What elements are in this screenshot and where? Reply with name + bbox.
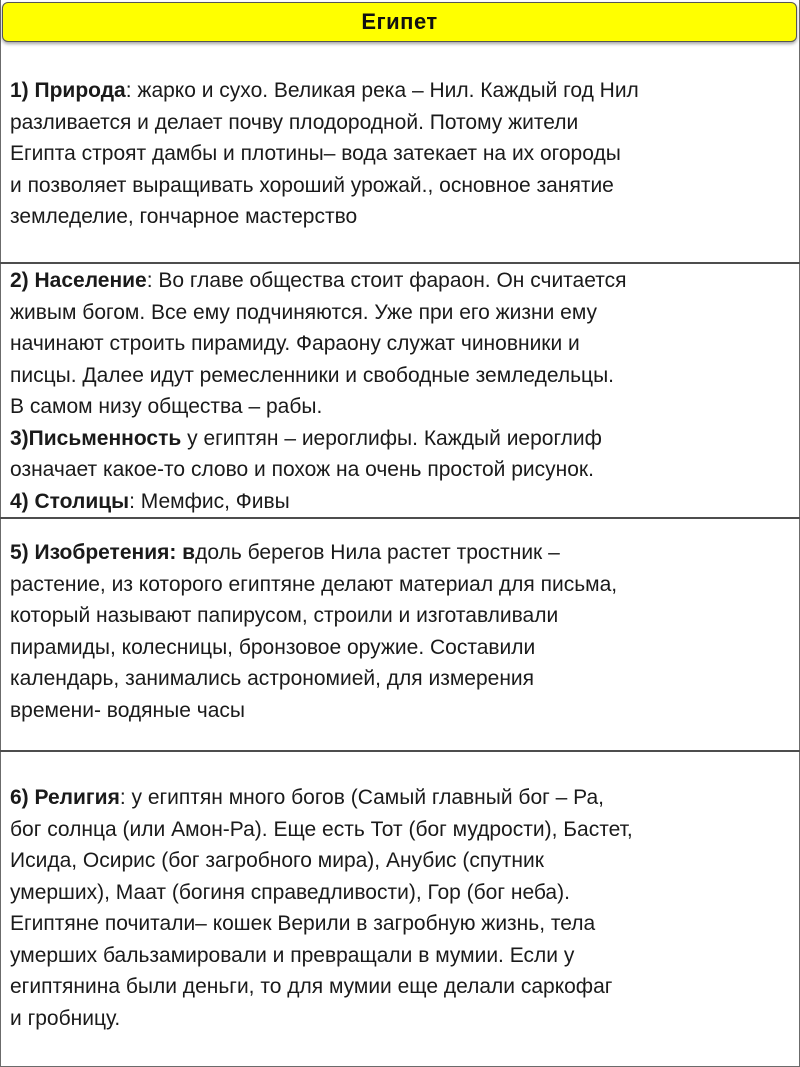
divider-1 xyxy=(0,262,800,264)
section-capitals-text: : Мемфис, Фивы xyxy=(129,489,290,513)
section-religion-text: : у египтян много богов (Самый главный бог – Ра, бог солнца (или Амон-Ра). Еще есть Тот (бог мудрости), Бастет, Исида, Осирис (бог загробного мира), Анубис (спутник умерших), Маат (богиня справедливости), Гор (бог неба). Египтяне почитали– кошек Верили в загробную жизнь, тела умерших бальзамировали и превращали в мумии. Если у египтянина были деньги, то для мумии еще делали саркофаг и гробницу. xyxy=(10,786,633,1030)
section-nature-label: 1) Природа xyxy=(10,79,126,102)
section-group-society xyxy=(0,265,800,517)
section-population xyxy=(10,265,792,423)
section-nature xyxy=(0,75,800,233)
title-banner xyxy=(2,2,797,42)
section-inventions xyxy=(0,537,800,726)
section-religion xyxy=(0,782,800,1034)
section-nature-text: : жарко и сухо. Великая река – Нил. Каждый год Нил разливается и делает почву плодородной. Потому жители Египта строят дамбы и плотины– вода затекает на их огороды и позволяет выращивать хороший урожай., основное занятие земледелие, гончарное мастерство xyxy=(10,79,639,228)
section-population-text: : Во главе общества стоит фараон. Он считается живым богом. Все ему подчиняются. Уже при его жизни ему начинают строить пирамиду. Фараону служат чиновники и писцы. Далее идут ремесленники и свободные земледельцы. В самом низу общества – рабы. xyxy=(10,269,627,418)
section-inventions-text: доль берегов Нила растет тростник – растение, из которого египтяне делают материал для письма, который называют папирусом, строили и изготавливали пирамиды, колесницы, бронзовое оружие. Составили календарь, занимались астрономией, для измерения времени- водяные часы xyxy=(10,541,618,722)
section-inventions-label: 5) Изобретения: в xyxy=(10,541,196,564)
section-writing-label: 3)Письменность xyxy=(10,426,182,450)
section-religion-label: 6) Религия xyxy=(10,786,120,809)
divider-3 xyxy=(0,750,800,752)
section-capitals-label: 4) Столицы xyxy=(10,489,130,513)
section-writing xyxy=(10,423,792,486)
section-writing-text: у египтян – иероглифы. Каждый иероглиф означает какое-то слово и похож на очень простой рисунок. xyxy=(10,426,602,481)
section-population-label: 2) Население xyxy=(10,269,147,292)
divider-2 xyxy=(0,517,800,519)
section-capitals xyxy=(10,486,792,518)
page-title: Египет xyxy=(361,9,438,34)
